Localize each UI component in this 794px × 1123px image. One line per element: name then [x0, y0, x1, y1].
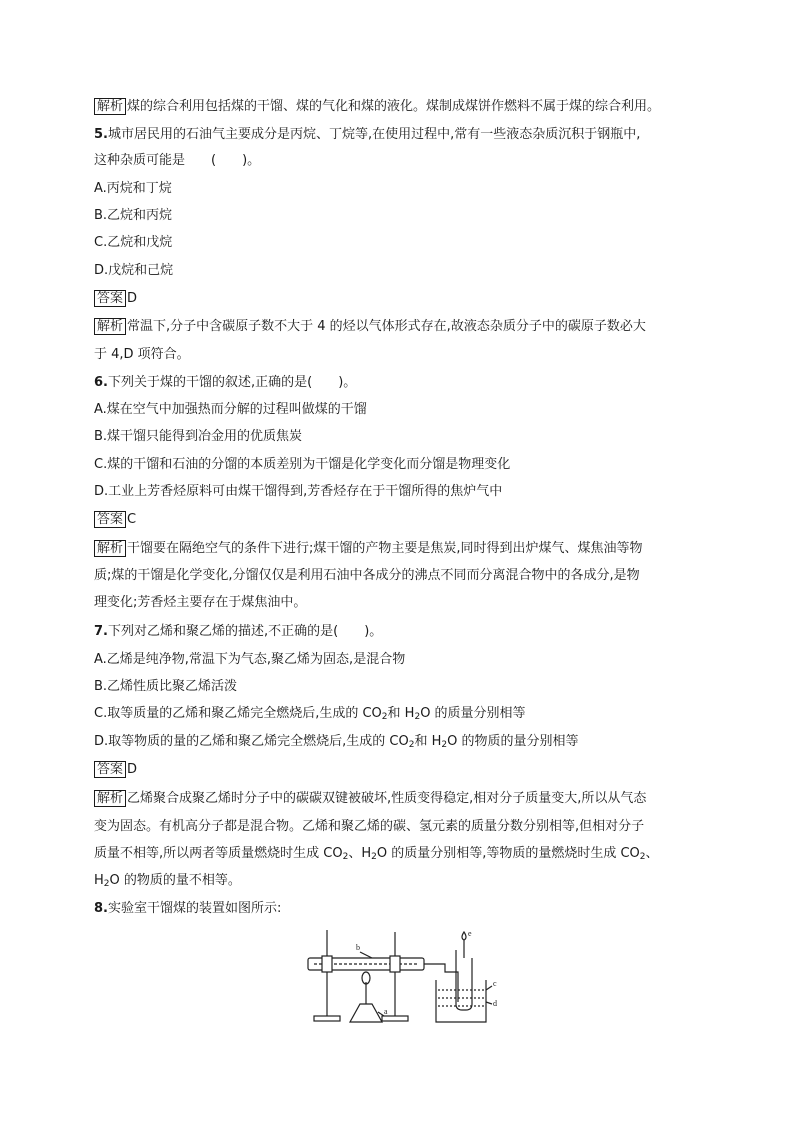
right-clamp [390, 956, 400, 972]
left-clamp [322, 956, 332, 972]
q5-option-d: D.戊烷和己烷 [94, 263, 174, 278]
delivery-tube [424, 964, 448, 972]
analysis-tag: 解析 [94, 98, 126, 115]
q5-option-c: C.乙烷和戊烷 [94, 235, 173, 250]
label-e: e [468, 929, 472, 938]
q7-analysis-line1: 解析 乙烯聚合成聚乙烯时分子中的碳碳双键被破坏,性质变得稳定,相对分子质量变大,所以从气态 [94, 790, 646, 808]
q6-analysis-line1: 解析 干馏要在隔绝空气的条件下进行;煤干馏的产物主要是焦炭,同时得到出炉煤气、煤焦油等物 [94, 540, 643, 558]
analysis-tag: 解析 [94, 318, 126, 335]
burning-gas-flame [462, 932, 466, 940]
q6-option-b: B.煤干馏只能得到冶金用的优质焦炭 [94, 429, 303, 444]
leader-b [360, 952, 372, 958]
q5-analysis-line1: 解析 常温下,分子中含碳原子数不大于 4 的烃以气体形式存在,故液态杂质分子中的碳原子数必大 [94, 318, 646, 336]
left-stand-base [314, 1016, 340, 1021]
label-a: a [384, 1007, 388, 1016]
leader-d [486, 1002, 492, 1004]
q8-stem: 8.实验室干馏煤的装置如图所示: [94, 901, 282, 916]
q7-option-a: A.乙烯是纯净物,常温下为气态,聚乙烯为固态,是混合物 [94, 652, 406, 667]
q7-analysis-line3: 质量不相等,所以两者等质量燃烧时生成 $CO_2$、$H_2O$ 的质量分别相等,等物质的量燃烧时生成 $CO_2$、 [94, 846, 659, 862]
q5-stem-line1: 5.城市居民用的石油气主要成分是丙烷、丁烷等,在使用过程中,常有一些液态杂质沉积于钢瓶中, [94, 127, 641, 142]
analysis-tag: 解析 [94, 790, 126, 807]
q6-analysis-line2: 质;煤的干馏是化学变化,分馏仅仅是利用石油中各成分的沸点不同而分离混合物中的各成分,是物 [94, 568, 640, 583]
q5-option-b: B.乙烷和丙烷 [94, 208, 173, 223]
label-b: b [356, 943, 360, 952]
q7-analysis-line4: $H_2O$ 的物质的量不相等。 [94, 873, 241, 889]
q6-answer: 答案 C [94, 511, 136, 529]
q6-option-c: C.煤的干馏和石油的分馏的本质差别为干馏是化学变化而分馏是物理变化 [94, 457, 511, 472]
q5-option-a: A.丙烷和丁烷 [94, 181, 172, 196]
coal-distillation-apparatus-figure [300, 924, 500, 1032]
beaker [436, 980, 486, 1022]
q7-option-d: D.取等物质的量的乙烯和聚乙烯完全燃烧后,生成的 $CO_2$和 $H_2O$ 的物质的量分别相等 [94, 734, 579, 750]
analysis-tag: 解析 [94, 540, 126, 557]
answer-tag: 答案 [94, 290, 126, 307]
label-d: d [493, 999, 497, 1008]
q7-analysis-line2: 变为固态。有机高分子都是混合物。乙烯和聚乙烯的碳、氢元素的质量分数分别相等,但相对分子 [94, 819, 645, 834]
q6-analysis-line3: 理变化;芳香烃主要存在于煤焦油中。 [94, 595, 307, 610]
burner-lamp [350, 1004, 382, 1022]
answer-tag: 答案 [94, 761, 126, 778]
q7-option-c: C.取等质量的乙烯和聚乙烯完全燃烧后,生成的 $CO_2$和 $H_2O$ 的质量分别相等 [94, 706, 526, 722]
answer-tag: 答案 [94, 511, 126, 528]
q6-stem: 6.下列关于煤的干馏的叙述,正确的是( )。 [94, 375, 357, 390]
q6-option-d: D.工业上芳香烃原料可由煤干馏得到,芳香烃存在于干馏所得的焦炉气中 [94, 484, 503, 499]
q5-stem-line2: 这种杂质可能是 ( )。 [94, 153, 261, 168]
right-stand-base [382, 1016, 408, 1021]
q7-stem: 7.下列对乙烯和聚乙烯的描述,不正确的是( )。 [94, 624, 383, 639]
leader-c [486, 986, 492, 990]
label-c: c [493, 979, 497, 988]
q5-analysis-line2: 于 4,D 项符合。 [94, 347, 190, 362]
q7-option-b: B.乙烯性质比聚乙烯活泼 [94, 679, 238, 694]
q5-answer: 答案 D [94, 290, 137, 308]
q4-analysis: 解析 煤的综合利用包括煤的干馏、煤的气化和煤的液化。煤制成煤饼作燃料不属于煤的综合利用。 [94, 98, 660, 116]
q6-option-a: A.煤在空气中加强热而分解的过程叫做煤的干馏 [94, 402, 367, 417]
q7-answer: 答案 D [94, 761, 137, 779]
